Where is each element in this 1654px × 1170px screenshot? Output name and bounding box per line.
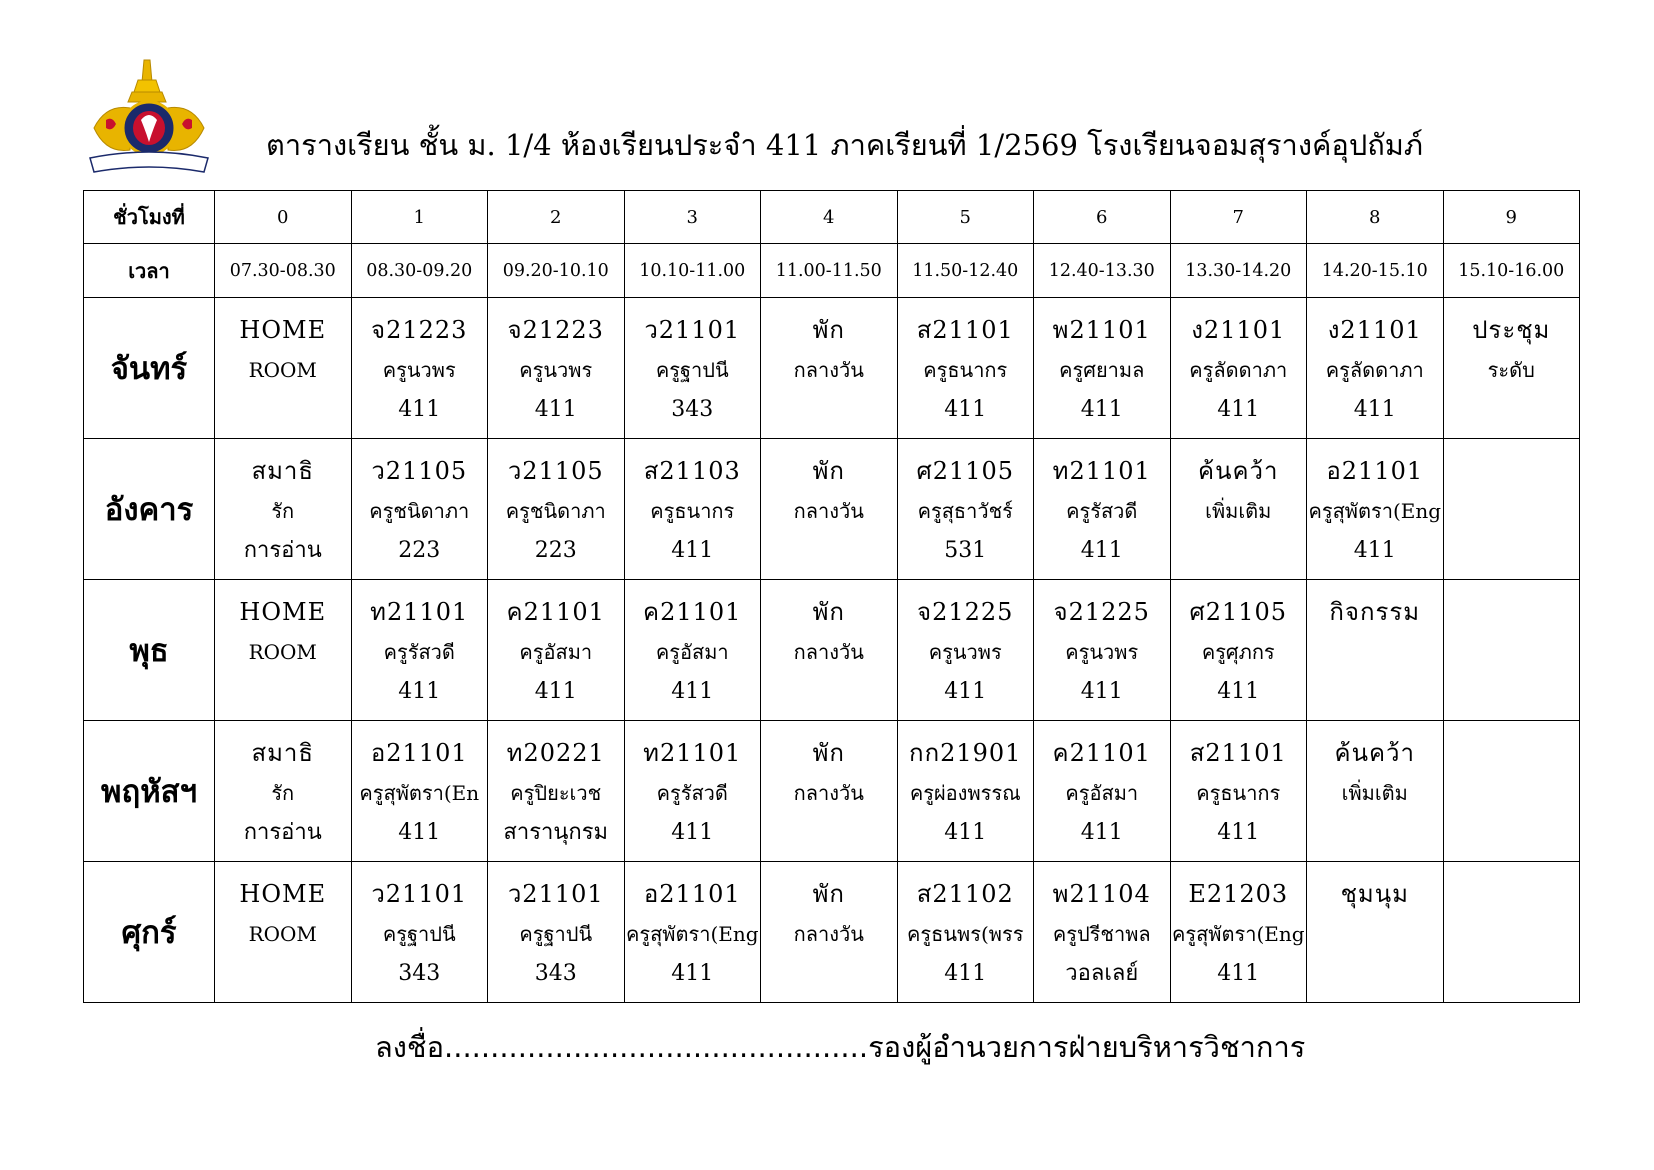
teacher-name: ครูรัสวดี bbox=[1066, 499, 1138, 523]
teacher-name bbox=[1444, 632, 1580, 672]
room-number bbox=[761, 672, 897, 712]
subject-code: จ21225 bbox=[917, 598, 1014, 626]
teacher-name: ครูธนพร(พรร bbox=[907, 922, 1024, 946]
subject-code bbox=[1444, 874, 1580, 914]
teacher-name: ROOM bbox=[248, 358, 317, 382]
room-number: 411 bbox=[1217, 961, 1260, 986]
schedule-cell bbox=[1443, 580, 1580, 721]
teacher-name: ครูนวพร bbox=[1065, 640, 1139, 664]
schedule-cell bbox=[761, 862, 898, 1003]
schedule-cell bbox=[351, 298, 488, 439]
room-number: 411 bbox=[1217, 397, 1260, 422]
day-name: ศุกร์ bbox=[84, 862, 215, 1003]
room-number: 411 bbox=[671, 820, 714, 845]
teacher-name: ครูผ่องพรรณ bbox=[909, 781, 1021, 805]
subject-code bbox=[1444, 451, 1580, 491]
schedule-cell-content bbox=[625, 862, 761, 994]
teacher-name: ครูธนากร bbox=[1196, 781, 1281, 805]
teacher-name bbox=[1307, 914, 1443, 954]
subject-code: อ21101 bbox=[643, 880, 741, 908]
schedule-cell bbox=[488, 721, 625, 862]
teacher-name bbox=[1444, 914, 1580, 954]
schedule-cell-content bbox=[488, 862, 624, 994]
subject-code: HOME bbox=[239, 316, 327, 344]
signature-line: ลงชื่อ..............................................รองผู้อำนวยการฝ่ายบริหารวิชาการ bbox=[375, 1030, 1306, 1064]
subject-code: ส21101 bbox=[1189, 739, 1287, 767]
teacher-name: ครูธนากร bbox=[923, 358, 1008, 382]
schedule-cell-content bbox=[215, 298, 351, 430]
schedule-cell bbox=[1307, 580, 1444, 721]
schedule-cell-content bbox=[625, 721, 761, 853]
room-number bbox=[1444, 954, 1580, 994]
room-number: 411 bbox=[1080, 538, 1123, 563]
teacher-name: เพิ่มเติม bbox=[1341, 781, 1408, 805]
room-number bbox=[1307, 954, 1443, 994]
schedule-cell-content bbox=[1034, 298, 1170, 430]
schedule-cell bbox=[1170, 721, 1307, 862]
schedule-cell-content bbox=[625, 580, 761, 712]
subject-code: อ21101 bbox=[370, 739, 468, 767]
subject-code: กิจกรรม bbox=[1329, 598, 1421, 626]
room-number: สารานุกรม bbox=[503, 820, 609, 845]
period-time: 07.30-08.30 bbox=[215, 244, 352, 298]
subject-code: พัก bbox=[812, 739, 845, 767]
subject-code: ว21105 bbox=[507, 457, 604, 485]
subject-code: สมาธิ bbox=[251, 739, 315, 767]
subject-code: ว21101 bbox=[507, 880, 604, 908]
schedule-cell-content bbox=[1171, 298, 1307, 430]
schedule-cell bbox=[897, 298, 1034, 439]
teacher-name bbox=[1307, 632, 1443, 672]
period-time: 12.40-13.30 bbox=[1034, 244, 1171, 298]
room-number: 411 bbox=[671, 538, 714, 563]
subject-code: ค้นคว้า bbox=[1198, 457, 1279, 485]
schedule-cell bbox=[1307, 721, 1444, 862]
schedule-cell-content bbox=[215, 721, 351, 853]
timetable bbox=[83, 190, 1580, 1003]
room-number bbox=[1307, 813, 1443, 853]
period-number: 1 bbox=[351, 191, 488, 244]
schedule-cell-content bbox=[488, 439, 624, 571]
schedule-cell bbox=[897, 721, 1034, 862]
time-header-row bbox=[84, 244, 1580, 298]
schedule-cell-content bbox=[1444, 721, 1580, 853]
subject-code: HOME bbox=[239, 880, 327, 908]
period-number: 8 bbox=[1307, 191, 1444, 244]
teacher-name: ครูฐาปนี bbox=[655, 358, 729, 382]
schedule-cell bbox=[624, 580, 761, 721]
schedule-cell-content bbox=[1444, 298, 1580, 430]
schedule-cell bbox=[351, 580, 488, 721]
schedule-cell-content bbox=[1307, 721, 1443, 853]
subject-code: ว21101 bbox=[371, 880, 468, 908]
teacher-name: ครูสุธาวัชร์ bbox=[917, 499, 1013, 523]
room-number: 411 bbox=[398, 679, 441, 704]
schedule-cell-content bbox=[1171, 862, 1307, 994]
period-time: 15.10-16.00 bbox=[1443, 244, 1580, 298]
schedule-cell-content bbox=[1034, 580, 1170, 712]
teacher-name: ครูสุพัตรา(Eng bbox=[1171, 922, 1305, 946]
teacher-name: ครูรัสวดี bbox=[656, 781, 728, 805]
teacher-name: ครูปิยะเวช bbox=[510, 781, 602, 805]
teacher-name: ครูลัดดาภา bbox=[1189, 358, 1288, 382]
schedule-cell-content bbox=[1034, 721, 1170, 853]
schedule-cell-content bbox=[215, 862, 351, 994]
room-number bbox=[1444, 390, 1580, 430]
schedule-cell bbox=[215, 439, 352, 580]
schedule-cell-content bbox=[761, 580, 897, 712]
schedule-cell bbox=[1034, 439, 1171, 580]
subject-code: ว21105 bbox=[371, 457, 468, 485]
teacher-name: ครูชนิดาภา bbox=[369, 499, 470, 523]
room-number: 343 bbox=[534, 961, 577, 986]
schedule-cell bbox=[761, 298, 898, 439]
schedule-cell-content bbox=[1171, 580, 1307, 712]
teacher-name: ครูอัสมา bbox=[1065, 781, 1139, 805]
day-row bbox=[84, 439, 1580, 580]
room-number: การอ่าน bbox=[243, 538, 322, 563]
subject-code: ชุมนุม bbox=[1340, 880, 1409, 908]
day-row bbox=[84, 721, 1580, 862]
schedule-cell-content bbox=[1444, 862, 1580, 994]
room-number: 411 bbox=[398, 397, 441, 422]
schedule-cell bbox=[351, 439, 488, 580]
room-number: 411 bbox=[398, 820, 441, 845]
teacher-name: ครูรัสวดี bbox=[383, 640, 455, 664]
teacher-name: ครูลัดดาภา bbox=[1325, 358, 1424, 382]
period-time: 13.30-14.20 bbox=[1170, 244, 1307, 298]
schedule-cell bbox=[1170, 298, 1307, 439]
day-row bbox=[84, 862, 1580, 1003]
schedule-cell bbox=[1307, 439, 1444, 580]
teacher-name: ครูสุพัตรา(En bbox=[359, 781, 480, 805]
schedule-cell bbox=[351, 862, 488, 1003]
period-number: 0 bbox=[215, 191, 352, 244]
teacher-name bbox=[1444, 491, 1580, 531]
room-number bbox=[761, 813, 897, 853]
room-number: 411 bbox=[1080, 397, 1123, 422]
period-number: 2 bbox=[488, 191, 625, 244]
schedule-cell-content bbox=[215, 580, 351, 712]
room-number: 411 bbox=[1080, 679, 1123, 704]
schedule-cell bbox=[1443, 721, 1580, 862]
time-label: เวลา bbox=[84, 244, 215, 298]
room-number: 411 bbox=[534, 679, 577, 704]
teacher-name: ครูฐาปนี bbox=[382, 922, 456, 946]
schedule-cell bbox=[1034, 721, 1171, 862]
schedule-cell bbox=[624, 439, 761, 580]
subject-code: ส21102 bbox=[916, 880, 1014, 908]
room-number bbox=[761, 390, 897, 430]
teacher-name: ครูธนากร bbox=[650, 499, 735, 523]
room-number bbox=[1307, 672, 1443, 712]
period-time: 10.10-11.00 bbox=[624, 244, 761, 298]
school-logo bbox=[86, 58, 212, 178]
schedule-cell bbox=[488, 298, 625, 439]
schedule-cell-content bbox=[1307, 580, 1443, 712]
schedule-cell-content bbox=[1307, 862, 1443, 994]
schedule-cell bbox=[1034, 298, 1171, 439]
room-number: 531 bbox=[944, 538, 987, 563]
teacher-name: รัก bbox=[271, 781, 295, 805]
teacher-name: ครูอัสมา bbox=[655, 640, 729, 664]
schedule-cell bbox=[897, 862, 1034, 1003]
schedule-cell-content bbox=[898, 580, 1034, 712]
subject-code: ส21103 bbox=[643, 457, 741, 485]
teacher-name: ครูฐาปนี bbox=[519, 922, 593, 946]
schedule-cell bbox=[1170, 580, 1307, 721]
teacher-name: ครูปรีชาพล bbox=[1052, 922, 1151, 946]
room-number: 411 bbox=[1080, 820, 1123, 845]
teacher-name: ครูศุภกร bbox=[1201, 640, 1275, 664]
teacher-name: กลางวัน bbox=[793, 640, 864, 664]
schedule-cell bbox=[761, 439, 898, 580]
schedule-cell bbox=[1307, 298, 1444, 439]
schedule-cell bbox=[761, 580, 898, 721]
room-number bbox=[1444, 672, 1580, 712]
teacher-name: ครูนวพร bbox=[519, 358, 593, 382]
schedule-cell bbox=[1307, 862, 1444, 1003]
room-number bbox=[1444, 531, 1580, 571]
room-number: 343 bbox=[671, 397, 714, 422]
room-number bbox=[761, 531, 897, 571]
schedule-cell bbox=[215, 298, 352, 439]
subject-code: ค้นคว้า bbox=[1334, 739, 1415, 767]
subject-code: พัก bbox=[812, 316, 845, 344]
subject-code bbox=[1444, 733, 1580, 773]
teacher-name: ครูนวพร bbox=[928, 640, 1002, 664]
schedule-cell bbox=[624, 721, 761, 862]
room-number bbox=[1444, 813, 1580, 853]
subject-code: ท21101 bbox=[643, 739, 742, 767]
schedule-cell bbox=[215, 862, 352, 1003]
schedule-cell-content bbox=[352, 298, 488, 430]
subject-code: พัก bbox=[812, 598, 845, 626]
schedule-cell-content bbox=[488, 721, 624, 853]
schedule-cell-content bbox=[352, 862, 488, 994]
schedule-cell-content bbox=[761, 298, 897, 430]
room-number: 223 bbox=[534, 538, 577, 563]
schedule-cell-content bbox=[1171, 721, 1307, 853]
subject-code: ค21101 bbox=[643, 598, 742, 626]
teacher-name: รัก bbox=[271, 499, 295, 523]
subject-code: E21203 bbox=[1188, 880, 1289, 908]
subject-code: จ21225 bbox=[1053, 598, 1150, 626]
schedule-cell-content bbox=[761, 721, 897, 853]
teacher-name: กลางวัน bbox=[793, 781, 864, 805]
schedule-cell-content bbox=[625, 298, 761, 430]
teacher-name: กลางวัน bbox=[793, 922, 864, 946]
period-number: 6 bbox=[1034, 191, 1171, 244]
subject-code: พัก bbox=[812, 457, 845, 485]
period-time: 09.20-10.10 bbox=[488, 244, 625, 298]
schedule-cell-content bbox=[625, 439, 761, 571]
day-row bbox=[84, 298, 1580, 439]
room-number bbox=[215, 672, 351, 712]
schedule-cell bbox=[1170, 439, 1307, 580]
subject-code: ท20221 bbox=[506, 739, 605, 767]
room-number: วอลเลย์ bbox=[1065, 961, 1139, 986]
period-number: 4 bbox=[761, 191, 898, 244]
period-header-row bbox=[84, 191, 1580, 244]
subject-code: ค21101 bbox=[506, 598, 605, 626]
schedule-cell-content bbox=[352, 439, 488, 571]
schedule-cell bbox=[488, 439, 625, 580]
room-number: 411 bbox=[944, 679, 987, 704]
schedule-cell-content bbox=[215, 439, 351, 571]
schedule-cell bbox=[215, 721, 352, 862]
page-title: ตารางเรียน ชั้น ม. 1/4 ห้องเรียนประจำ 411 ภาคเรียนที่ 1/2569 โรงเรียนจอมสุรางค์อุปถัมภ์ bbox=[266, 128, 1424, 162]
school-emblem-icon bbox=[86, 58, 212, 178]
schedule-cell-content bbox=[1307, 298, 1443, 430]
room-number: การอ่าน bbox=[243, 820, 322, 845]
teacher-name: ครูศยามล bbox=[1059, 358, 1145, 382]
room-number bbox=[761, 954, 897, 994]
teacher-name: เพิ่มเติม bbox=[1205, 499, 1272, 523]
period-number: 7 bbox=[1170, 191, 1307, 244]
day-name: พฤหัสฯ bbox=[84, 721, 215, 862]
schedule-cell bbox=[1170, 862, 1307, 1003]
subject-code: อ21101 bbox=[1326, 457, 1424, 485]
day-name: อังคาร bbox=[84, 439, 215, 580]
subject-code: ประชุม bbox=[1472, 316, 1551, 344]
schedule-cell-content bbox=[898, 721, 1034, 853]
subject-code: HOME bbox=[239, 598, 327, 626]
subject-code: ศ21105 bbox=[916, 457, 1015, 485]
schedule-cell-content bbox=[1171, 439, 1307, 571]
room-number bbox=[215, 390, 351, 430]
subject-code: ท21101 bbox=[370, 598, 469, 626]
teacher-name: ครูอัสมา bbox=[519, 640, 593, 664]
teacher-name: กลางวัน bbox=[793, 499, 864, 523]
teacher-name: ROOM bbox=[248, 640, 317, 664]
schedule-cell-content bbox=[1307, 439, 1443, 571]
schedule-cell-content bbox=[352, 580, 488, 712]
room-number: 411 bbox=[534, 397, 577, 422]
schedule-cell bbox=[624, 298, 761, 439]
subject-code: พ21101 bbox=[1052, 316, 1151, 344]
teacher-name: ครูสุพัตรา(Eng bbox=[625, 922, 759, 946]
period-label: ชั่วโมงที่ bbox=[84, 191, 215, 244]
schedule-cell-content bbox=[1034, 439, 1170, 571]
schedule-cell-content bbox=[488, 298, 624, 430]
day-name: จันทร์ bbox=[84, 298, 215, 439]
schedule-cell bbox=[1443, 439, 1580, 580]
room-number: 411 bbox=[671, 679, 714, 704]
schedule-cell-content bbox=[898, 862, 1034, 994]
room-number: 343 bbox=[398, 961, 441, 986]
room-number: 411 bbox=[944, 397, 987, 422]
subject-code: ว21101 bbox=[644, 316, 741, 344]
subject-code: ง21101 bbox=[1327, 316, 1422, 344]
subject-code: กก21901 bbox=[909, 739, 1022, 767]
schedule-cell bbox=[1034, 862, 1171, 1003]
subject-code: ท21101 bbox=[1052, 457, 1151, 485]
schedule-cell-content bbox=[488, 580, 624, 712]
teacher-name: ROOM bbox=[248, 922, 317, 946]
schedule-cell-content bbox=[761, 439, 897, 571]
schedule-cell-content bbox=[1444, 580, 1580, 712]
subject-code: พัก bbox=[812, 880, 845, 908]
period-number: 5 bbox=[897, 191, 1034, 244]
room-number bbox=[215, 954, 351, 994]
subject-code: ส21101 bbox=[916, 316, 1014, 344]
schedule-cell-content bbox=[1034, 862, 1170, 994]
subject-code: สมาธิ bbox=[251, 457, 315, 485]
room-number: 411 bbox=[944, 961, 987, 986]
subject-code bbox=[1444, 592, 1580, 632]
subject-code: พ21104 bbox=[1052, 880, 1151, 908]
schedule-cell-content bbox=[1444, 439, 1580, 571]
subject-code: ศ21105 bbox=[1189, 598, 1288, 626]
schedule-cell bbox=[624, 862, 761, 1003]
subject-code: จ21223 bbox=[371, 316, 468, 344]
period-time: 11.00-11.50 bbox=[761, 244, 898, 298]
schedule-cell-content bbox=[898, 298, 1034, 430]
period-number: 3 bbox=[624, 191, 761, 244]
schedule-cell bbox=[351, 721, 488, 862]
schedule-cell bbox=[488, 862, 625, 1003]
schedule-cell-content bbox=[898, 439, 1034, 571]
schedule-cell-content bbox=[352, 721, 488, 853]
teacher-name: กลางวัน bbox=[793, 358, 864, 382]
period-time: 14.20-15.10 bbox=[1307, 244, 1444, 298]
room-number: 411 bbox=[1353, 397, 1396, 422]
schedule-cell bbox=[761, 721, 898, 862]
schedule-cell-content bbox=[761, 862, 897, 994]
teacher-name: ครูสุพัตรา(Eng bbox=[1308, 499, 1442, 523]
subject-code: ค21101 bbox=[1052, 739, 1151, 767]
subject-code: ง21101 bbox=[1191, 316, 1286, 344]
period-time: 11.50-12.40 bbox=[897, 244, 1034, 298]
period-time: 08.30-09.20 bbox=[351, 244, 488, 298]
teacher-name bbox=[1444, 773, 1580, 813]
room-number: 411 bbox=[671, 961, 714, 986]
room-number bbox=[1171, 531, 1307, 571]
subject-code: จ21223 bbox=[507, 316, 604, 344]
room-number: 411 bbox=[1217, 820, 1260, 845]
teacher-name: ระดับ bbox=[1487, 358, 1535, 382]
schedule-cell bbox=[1443, 862, 1580, 1003]
day-row bbox=[84, 580, 1580, 721]
schedule-cell bbox=[215, 580, 352, 721]
schedule-cell bbox=[897, 580, 1034, 721]
schedule-cell bbox=[488, 580, 625, 721]
room-number: 223 bbox=[398, 538, 441, 563]
schedule-cell bbox=[897, 439, 1034, 580]
room-number: 411 bbox=[1353, 538, 1396, 563]
schedule-cell bbox=[1034, 580, 1171, 721]
room-number: 411 bbox=[1217, 679, 1260, 704]
room-number: 411 bbox=[944, 820, 987, 845]
teacher-name: ครูชนิดาภา bbox=[505, 499, 606, 523]
period-number: 9 bbox=[1443, 191, 1580, 244]
teacher-name: ครูนวพร bbox=[382, 358, 456, 382]
day-name: พุธ bbox=[84, 580, 215, 721]
schedule-cell bbox=[1443, 298, 1580, 439]
